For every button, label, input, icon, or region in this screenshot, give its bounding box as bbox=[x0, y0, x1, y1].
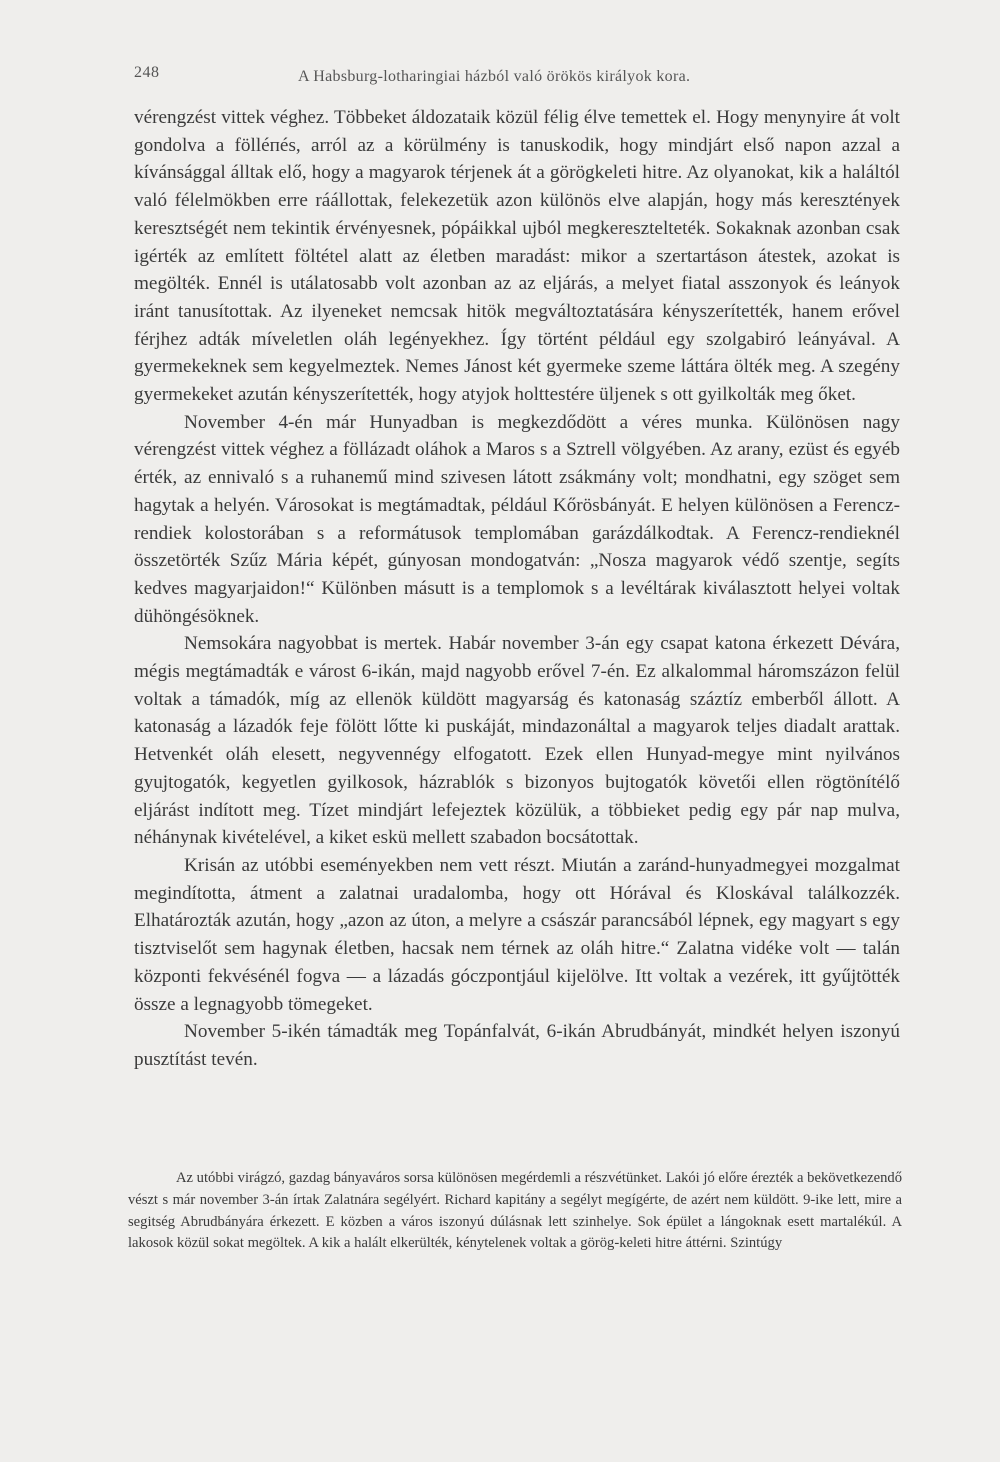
main-text bbox=[134, 104, 900, 1074]
footnote bbox=[128, 1168, 902, 1255]
paragraph: Nemsokára nagyobbat is mertek. Habár november 3-án egy csapat katona érkezett Dévára, mégis megtámadták e várost 6-ikán, majd nagyobb erővel 7-én. Ez alkalommal háromszázon felül voltak a támadók, míg az ellenök küldött magyarság és katonaság száztíz emberből állott. A katonaság a lázadók feje fölött lőtte ki puskáját, mindazonáltal a magyarok teljes diadalt arattak. Hetvenkét oláh elesett, negyvennégy elfogatott. Ezek ellen Hunyad-megye mint nyilvános gyujtogatók, kegyetlen gyilkosok, házrablók s bizonyos bujtogatók követői ellen rögtönítélő eljárást indított meg. Tízet mindjárt lefejeztek közülük, a többieket pedig egy pár nap mulva, néhánynak kivételével, a kiket eskü mellett szabadon bocsátottak. bbox=[134, 633, 900, 849]
page-number: 248 bbox=[134, 64, 160, 81]
paragraph: Krisán az utóbbi eseményekben nem vett részt. Miután a zaránd-hunyadmegyei mozgalmat megindította, átment a zalatnai uradalomba, hogy ott Hórával és Kloskával találkozzék. Elhatározták azután, hogy „azon az úton, a melyre a császár parancsából lépnek, egy magyart s egy tisztviselőt sem hagynak életben, hacsak nem térnek az oláh hitre.“ Zalatna vidéke volt — talán központi fekvésénél fogva — a lázadás góczpontjául kijelölve. Itt voltak a vezérek, itt gyűjtötték össze a legnagyobb tömegeket. bbox=[134, 854, 900, 1015]
paragraph: November 4-én már Hunyadban is megkezdődött a véres munka. Különösen nagy vérengzést vittek véghez a föllázadt oláhok a Maros s a Sztrell völgyében. Az arany, ezüst és egyéb érték, az ennivaló s a ruhanemű mind szivesen látott zsákmány volt; mondhatni, egy szöget sem hagytak a helyén. Városokat is megtámadtak, például Kőrösbányát. E helyen különösen a Ferencz-rendiek kolostorában s a reformátusok templomában garázdálkodtak. A Ferencz-rendieknél összetörték Szűz Mária képét, gúnyosan mondogatván: „Nosza magyarok védő szentje, segíts kedves magyarjaidon!“ Különben másutt is a templomok s a levéltárak kiválasztott helyei voltak dühöngésöknek. bbox=[134, 411, 900, 627]
footnote-text: Az utóbbi virágzó, gazdag bányaváros sorsa különösen megérdemli a részvétünket. Lakói jó előre érezték a bekövetkezendő vészt s már november 3-án írtak Zalatnára segélyért. Richard kapitány a segélyt megígérte, de azért nem küldött. 9-ike lett, mire a segitség Abrudbányára érkezett. E közben a város iszonyú dúlásnak lett szinhelye. Sok épület a lángoknak esett martalékúl. A lakosok közül sokat megöltek. A kik a halált elkerülték, kénytelenek voltak a görög-keleti hitre áttérni. Szintúgy bbox=[128, 1170, 902, 1252]
page-header bbox=[134, 64, 900, 88]
paragraph: November 5-ikén támadták meg Topánfalvát, 6-ikán Abrudbányát, mindkét helyen iszonyú pusztítást tevén. bbox=[134, 1021, 900, 1070]
paragraph: vérengzést vittek véghez. Többeket áldozataik közül félig élve temettek el. Hogy menynyire át volt gondolva a fölléпés, arról az a körülmény is tanuskodik, hogy mindjárt első napon azzal a kívánsággal álltak elő, hogy a magyarok térjenek át a görögkeleti hitre. Az olyanokat, kik a haláltól való félelmökben erre ráállottak, felekezetük azon különös elve alapján, hogy más keresztények keresztségét nem tekintik érvényesnek, pópáikkal ujból megkeresztelteték. Sokaknak azonban csak igérték az említett föltétel alatt az életben maradást: mikor a szertartáson átestek, azokat is megölték. Ennél is utálatosabb volt azonban az az eljárás, a melyet fiatal asszonyok és leányok iránt tanusítottak. Az ilyeneket nemcsak hitök megváltoztatására kényszerítették, hanem erővel férjhez adták míveletlen oláh legényekhez. Így történt például egy szolgabiró leányával. A gyermekeknek sem kegyelmeztek. Nemes Jánost két gyermeke szeme láttára ölték meg. A szegény gyermekeket azután kényszerítették, hogy atyjok holttestére üljenek s ott gyilkolták meg őket. bbox=[134, 107, 900, 406]
running-title: A Habsburg-lotharingiai házból való örökös királyok kora. bbox=[298, 68, 691, 85]
